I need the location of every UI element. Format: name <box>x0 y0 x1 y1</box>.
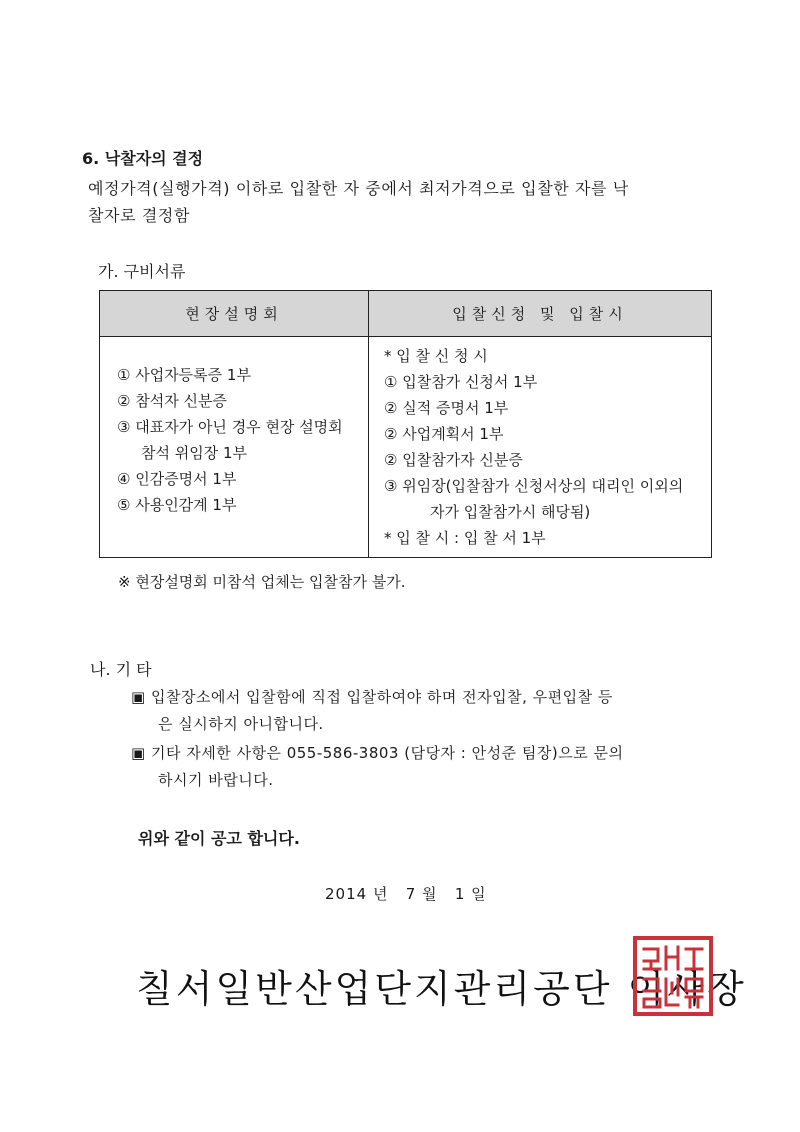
table-header-site-briefing: 현장설명회 <box>100 291 369 337</box>
right-item: 자가 입찰참가시 해당됨) <box>430 503 591 521</box>
left-item: ④ 인감증명서 1부 <box>117 470 237 488</box>
subsection-b-title: 나. 기 타 <box>90 660 152 679</box>
left-item: ② 참석자 신분증 <box>117 392 227 410</box>
table-note: ※ 현장설명회 미참석 업체는 입찰참가 불가. <box>118 573 406 591</box>
bullet-marker-icon: ▣ <box>131 744 146 762</box>
bullet-marker-icon: ▣ <box>131 688 146 706</box>
right-item: ② 사업계획서 1부 <box>384 425 504 443</box>
signer-name: 칠서일반산업단지관리공단 이사장 <box>136 967 747 1011</box>
right-item: ③ 위임장(입찰참가 신청서상의 대리인 이외의 <box>384 477 684 495</box>
section-6-body-line1: 예정가격(실행가격) 이하로 입찰한 자 중에서 최저가격으로 입찰한 자를 낙 <box>88 179 629 198</box>
right-item: ② 입찰참가자 신분증 <box>384 451 523 469</box>
left-item: ① 사업자등록증 1부 <box>117 366 251 384</box>
bullet-text-continued: 하시기 바랍니다. <box>158 771 274 789</box>
left-cell <box>100 337 369 558</box>
bullet-text: 기타 자세한 사항은 055-586-3803 (담당자 : 안성준 팀장)으로 문의 <box>150 744 624 762</box>
bullet-item <box>131 742 623 763</box>
table-header-bid-application: 입찰신청 및 입찰시 <box>369 291 712 337</box>
section-6-title: 6. 낙찰자의 결정 <box>82 149 204 168</box>
bullet-text: 입찰장소에서 입찰함에 직접 입찰하여야 하며 전자입찰, 우편입찰 등 <box>150 688 613 706</box>
official-seal-icon <box>632 935 714 1017</box>
left-item: ③ 대표자가 아닌 경우 현장 설명회 <box>117 418 343 436</box>
left-item: ⑤ 사용인감계 1부 <box>117 496 237 514</box>
bullet-item <box>131 686 613 707</box>
right-cell <box>369 337 712 558</box>
right-item: ① 입찰참가 신청서 1부 <box>384 373 538 391</box>
bullet-text-continued: 은 실시하지 아니합니다. <box>158 715 324 733</box>
left-item: 참석 위임장 1부 <box>141 444 248 462</box>
right-item: * 입 찰 신 청 시 <box>384 347 488 365</box>
announcement-date: 2014 년 7 월 1 일 <box>325 885 487 903</box>
required-documents-table <box>99 290 712 558</box>
right-item: * 입 찰 시 : 입 찰 서 1부 <box>384 529 546 547</box>
right-item: ② 실적 증명서 1부 <box>384 399 509 417</box>
section-6-body-line2: 찰자로 결정함 <box>88 206 191 225</box>
closing-statement: 위와 같이 공고 합니다. <box>138 829 300 848</box>
subsection-a-title: 가. 구비서류 <box>98 262 186 281</box>
